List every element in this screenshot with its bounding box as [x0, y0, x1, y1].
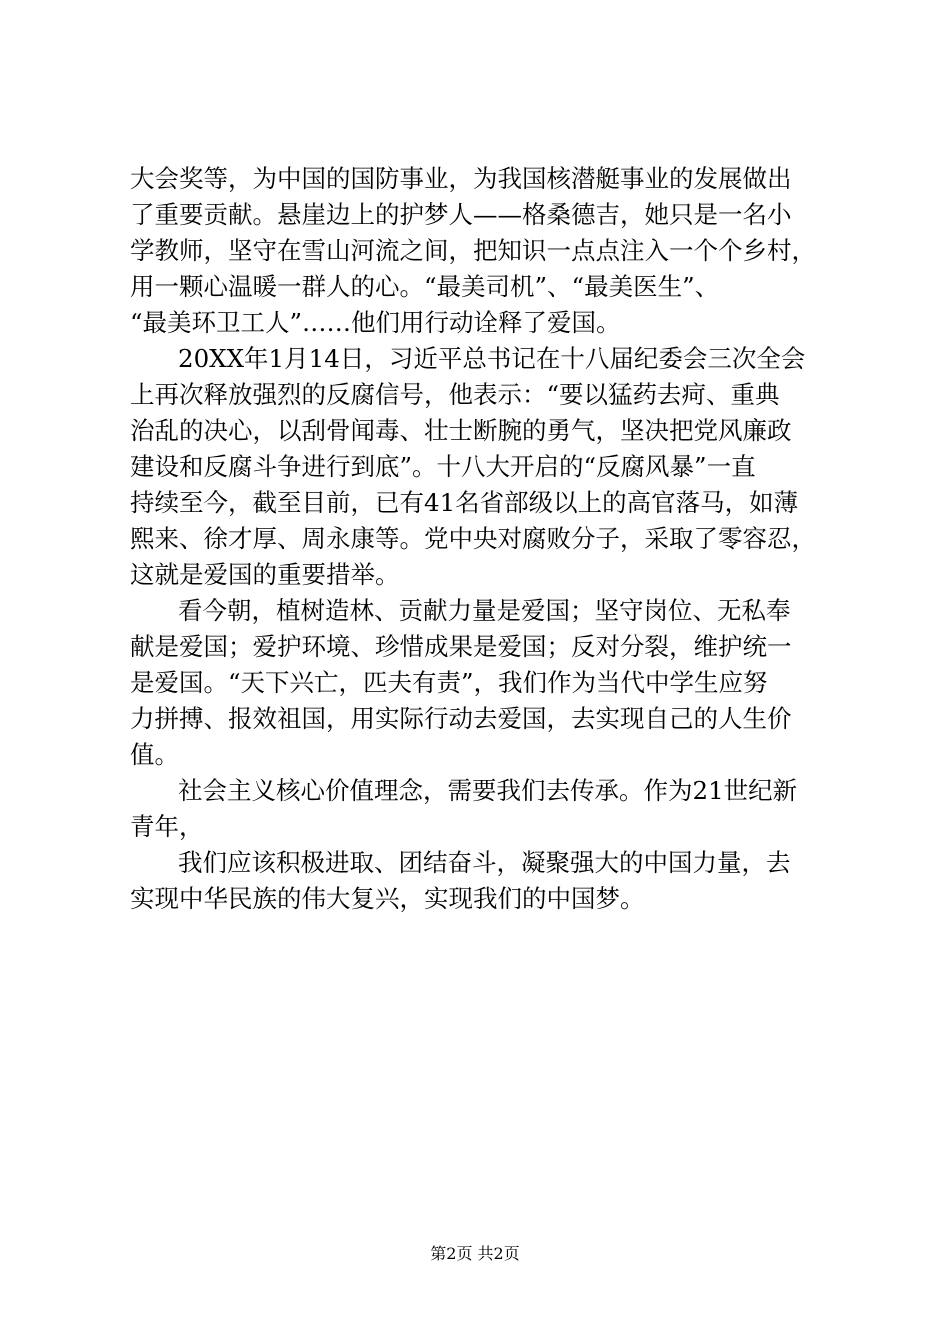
body-text-line: 实现中华民族的伟大复兴，实现我们的中国梦。	[130, 884, 645, 913]
body-text-line: 持续至今，截至目前，已有41名省部级以上的高官落马，如薄	[130, 488, 799, 517]
body-text-line: 用一颗心温暖一群人的心。“最美司机”、“最美医生”、	[130, 272, 720, 301]
paragraph-first-line: 社会主义核心价值理念，需要我们去传承。作为21世纪新	[178, 776, 798, 805]
body-text-line: 熙来、徐才厚、周永康等。党中央对腐败分子，采取了零容忍，	[130, 524, 816, 553]
body-text-line: 力拼搏、报效祖国，用实际行动去爱国，去实现自己的人生价	[130, 704, 792, 733]
body-text-line: 上再次释放强烈的反腐信号，他表示：“要以猛药去疴、重典	[130, 380, 780, 409]
body-text-line: 这就是爱国的重要措举。	[130, 560, 400, 589]
page-number-footer: 第2页 共2页	[430, 1244, 520, 1263]
body-text-line: 献是爱国；爱护环境、珍惜成果是爱国；反对分裂，维护统一	[130, 632, 792, 661]
paragraph-first-line: 20XX年1月14日，习近平总书记在十八届纪委会三次全会	[178, 344, 806, 373]
body-text-line: 值。	[130, 740, 179, 769]
body-text-line: “最美环卫工人”……他们用行动诠释了爱国。	[130, 308, 621, 337]
body-text-line: 大会奖等，为中国的国防事业，为我国核潜艇事业的发展做出	[130, 164, 792, 193]
body-text-line: 了重要贡献。悬崖边上的护梦人——格桑德吉，她只是一名小	[130, 200, 792, 229]
paragraph-first-line: 我们应该积极进取、团结奋斗，凝聚强大的中国力量，去	[178, 848, 791, 877]
paragraph-first-line: 看今朝，植树造林、贡献力量是爱国；坚守岗位、无私奉	[178, 596, 791, 625]
body-text-line: 是爱国。“天下兴亡，匹夫有责”，我们作为当代中学生应努	[130, 668, 768, 697]
body-text-line: 治乱的决心，以刮骨闻毒、壮士断腕的勇气，坚决把党风廉政	[130, 416, 792, 445]
body-text-line: 青年，	[130, 812, 204, 841]
body-text-line: 学教师，坚守在雪山河流之间，把知识一点点注入一个个乡村，	[130, 236, 816, 265]
body-text-line: 建设和反腐斗争进行到底”。十八大开启的“反腐风暴”一直	[130, 452, 756, 481]
